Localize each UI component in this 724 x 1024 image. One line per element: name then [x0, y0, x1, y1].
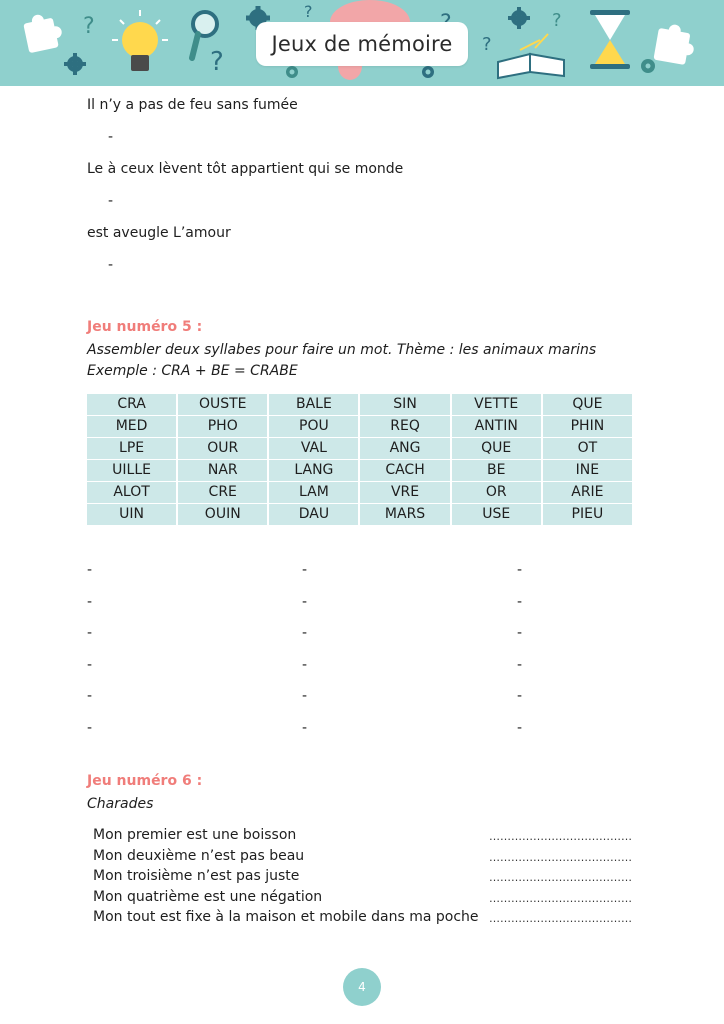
syllable-cell: REQ: [360, 416, 449, 437]
game5-example: Exemple : CRA + BE = CRABE: [87, 363, 298, 379]
syllable-cell: POU: [269, 416, 358, 437]
answer-slot: -: [87, 594, 93, 610]
syllable-cell: MED: [87, 416, 176, 437]
syllable-cell: OUR: [178, 438, 267, 459]
syllable-cell: OUSTE: [178, 394, 267, 415]
answer-slot: -: [302, 625, 308, 641]
question-icon: ?: [83, 14, 95, 39]
gear-icon: [508, 7, 530, 29]
answer-slot: -: [87, 720, 93, 736]
table-row: [87, 438, 632, 459]
book-icon: [498, 34, 564, 78]
syllable-cell: ARIE: [543, 482, 632, 503]
question-icon: ?: [482, 34, 492, 55]
answer-slot: -: [517, 625, 523, 641]
gear-icon: [64, 53, 86, 75]
syllable-cell: VRE: [360, 482, 449, 503]
puzzle-icon: [653, 22, 697, 66]
syllable-table: [85, 393, 634, 526]
answer-slot: -: [302, 594, 308, 610]
header-banner: [0, 0, 724, 86]
syllable-cell: PHIN: [543, 416, 632, 437]
page-number: 4: [358, 980, 366, 994]
syllable-cell: QUE: [452, 438, 541, 459]
table-row: [87, 416, 632, 437]
table-row: [87, 482, 632, 503]
syllable-cell: PHO: [178, 416, 267, 437]
game5-title: Jeu numéro 5 :: [87, 319, 203, 335]
proverb-1-answer: -: [108, 129, 114, 145]
puzzle-icon: [22, 11, 65, 54]
gear-icon: [422, 66, 434, 78]
game6-title: Jeu numéro 6 :: [87, 773, 203, 789]
answer-slot: -: [517, 562, 523, 578]
syllable-cell: DAU: [269, 504, 358, 525]
syllable-cell: LAM: [269, 482, 358, 503]
page-title: Jeux de mémoire: [271, 32, 453, 56]
syllable-cell: ANTIN: [452, 416, 541, 437]
charade-blank: …………………………………: [489, 851, 632, 864]
syllable-cell: MARS: [360, 504, 449, 525]
charade-blank: …………………………………: [489, 912, 632, 925]
question-icon: ?: [304, 2, 313, 21]
syllable-cell: LANG: [269, 460, 358, 481]
answer-slot: -: [302, 562, 308, 578]
answer-slot: -: [517, 657, 523, 673]
proverb-1: Il n’y a pas de feu sans fumée: [87, 97, 298, 113]
syllable-cell: UIN: [87, 504, 176, 525]
answer-slot: -: [302, 720, 308, 736]
syllable-cell: BALE: [269, 394, 358, 415]
answer-slot: -: [87, 562, 93, 578]
proverb-2-answer: -: [108, 193, 114, 209]
syllable-cell: ANG: [360, 438, 449, 459]
charade-line: Mon tout est fixe à la maison et mobile dans ma poche: [93, 909, 479, 925]
syllable-cell: VETTE: [452, 394, 541, 415]
answer-slot: -: [517, 594, 523, 610]
syllable-cell: ALOT: [87, 482, 176, 503]
answer-slot: -: [302, 657, 308, 673]
charade-blank: …………………………………: [489, 871, 632, 884]
table-row: [87, 460, 632, 481]
syllable-cell: QUE: [543, 394, 632, 415]
question-icon: ?: [210, 47, 224, 77]
table-row: [87, 394, 632, 415]
charade-line: Mon troisième n’est pas juste: [93, 868, 300, 884]
charade-line: Mon premier est une boisson: [93, 827, 297, 843]
game6-subtitle: Charades: [87, 796, 154, 812]
answer-slot: -: [87, 625, 93, 641]
charade-blank: …………………………………: [489, 892, 632, 905]
syllable-cell: OT: [543, 438, 632, 459]
syllable-cell: OUIN: [178, 504, 267, 525]
syllable-cell: SIN: [360, 394, 449, 415]
answer-slot: -: [87, 657, 93, 673]
charade-line: Mon quatrième est une négation: [93, 889, 323, 905]
answer-slot: -: [517, 720, 523, 736]
syllable-cell: CRA: [87, 394, 176, 415]
syllable-cell: UILLE: [87, 460, 176, 481]
syllable-cell: BE: [452, 460, 541, 481]
syllable-cell: NAR: [178, 460, 267, 481]
proverb-2: Le à ceux lèvent tôt appartient qui se monde: [87, 161, 404, 177]
syllable-cell: LPE: [87, 438, 176, 459]
syllable-cell: CACH: [360, 460, 449, 481]
answer-slot: -: [517, 688, 523, 704]
proverb-3: est aveugle L’amour: [87, 225, 231, 241]
gear-icon: [286, 66, 298, 78]
page-number-badge: [343, 968, 381, 1006]
proverb-3-answer: -: [108, 257, 114, 273]
syllable-cell: CRE: [178, 482, 267, 503]
syllable-cell: OR: [452, 482, 541, 503]
syllable-cell: USE: [452, 504, 541, 525]
question-icon: ?: [552, 10, 562, 31]
answer-slot: -: [87, 688, 93, 704]
syllable-cell: VAL: [269, 438, 358, 459]
page-title-box: [256, 22, 468, 66]
charade-line: Mon deuxième n’est pas beau: [93, 848, 305, 864]
gear-icon: [641, 59, 655, 73]
game5-instruction: Assembler deux syllabes pour faire un mot. Thème : les animaux marins: [87, 342, 597, 358]
syllable-cell: INE: [543, 460, 632, 481]
table-row: [87, 504, 632, 525]
syllable-cell: PIEU: [543, 504, 632, 525]
answer-slot: -: [302, 688, 308, 704]
lightbulb-icon: [112, 10, 168, 71]
charade-blank: …………………………………: [489, 830, 632, 843]
hourglass-icon: [590, 10, 630, 69]
